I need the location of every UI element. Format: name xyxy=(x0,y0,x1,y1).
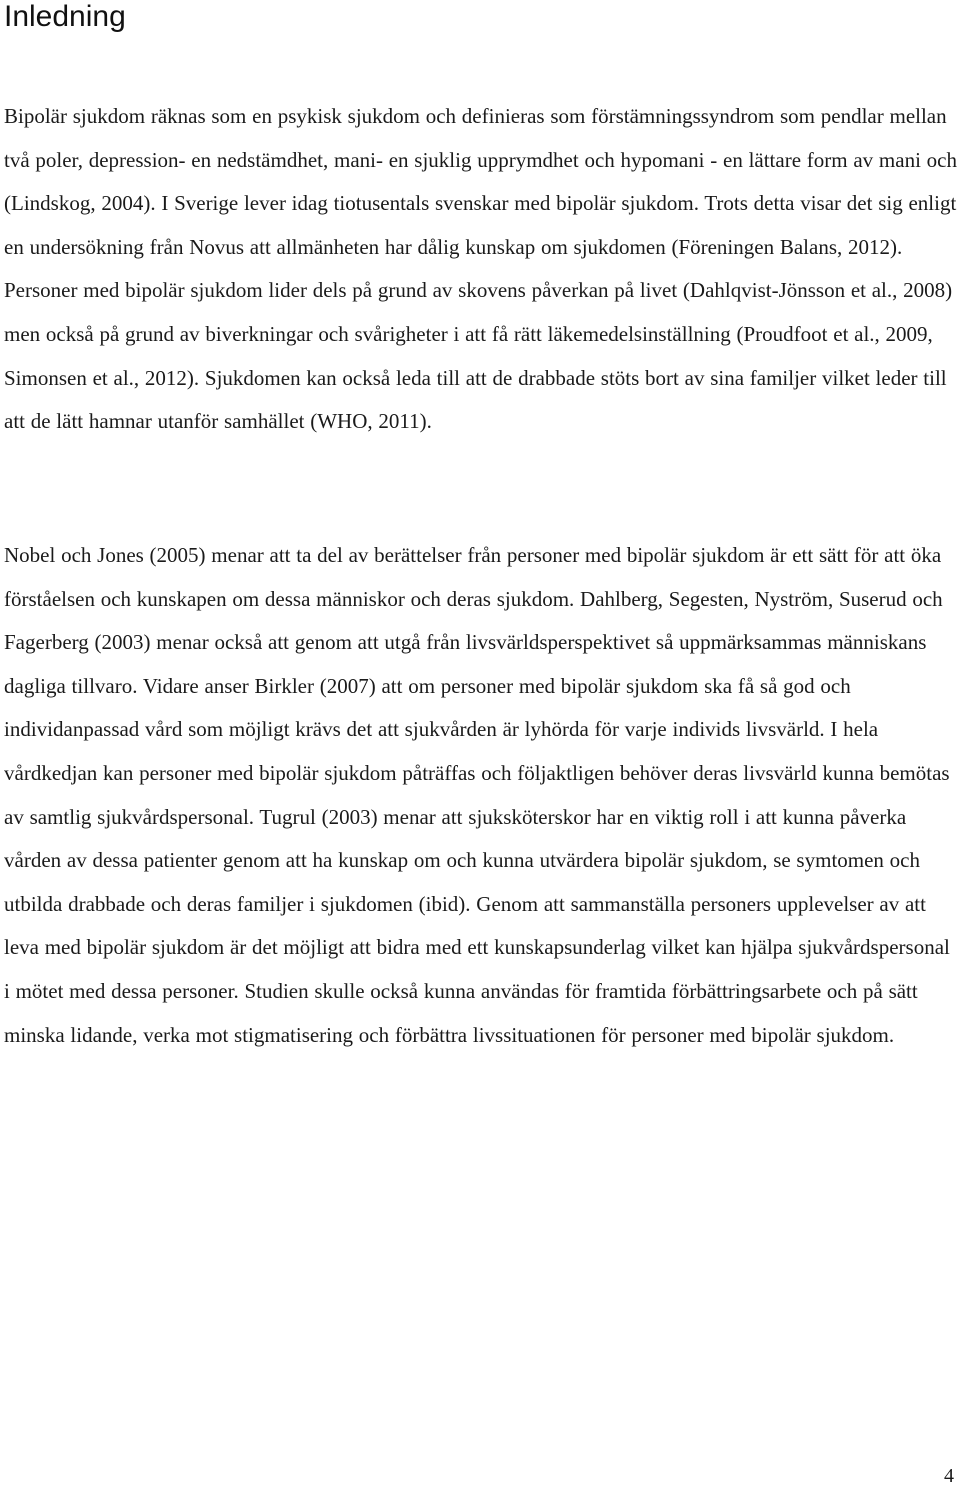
paragraph-intro: Bipolär sjukdom räknas som en psykisk sjukdom och definieras som förstämningssyndrom som pendlar mellan två poler, depression- en nedstämdhet, mani- en sjuklig upprymdhet och hypomani - en lättare form av mani och (Lindskog, 2004). I Sverige lever idag tiotusentals svenskar med bipolär sjukdom. Trots detta visar det sig enligt en undersökning från Novus att allmänheten har dålig kunskap om sjukdomen (Föreningen Balans, 2012). Personer med bipolär sjukdom lider dels på grund av skovens påverkan på livet (Dahlqvist-Jönsson et al., 2008) men också på grund av biverkningar och svårigheter i att få rätt läkemedelsinställning (Proudfoot et al., 2009, Simonsen et al., 2012). Sjukdomen kan också leda till att de drabbade stöts bort av sina familjer vilket leder till att de lätt hamnar utanför samhället (WHO, 2011). xyxy=(4,104,957,434)
paragraph-background: Nobel och Jones (2005) menar att ta del av berättelser från personer med bipolär sjukdom är ett sätt för att öka förståelsen och kunskapen om dessa människor och deras sjukdom. Dahlberg, Segesten, Nyström, Suserud och Fagerberg (2003) menar också att genom att utgå från livsvärldsperspektivet så uppmärksammas människans dagliga tillvaro. Vidare anser Birkler (2007) att om personer med bipolär sjukdom ska få så god och individanpassad vård som möjligt krävs det att sjukvården är lyhörda för varje individs livsvärld. I hela vårdkedjan kan personer med bipolär sjukdom påträffas och följaktligen behöver deras livsvärld kunna bemötas av samtlig sjukvårdspersonal. Tugrul (2003) menar att sjuksköterskor har en viktig roll i att kunna påverka vården av dessa patienter genom att ha kunskap om och kunna utvärdera bipolär sjukdom, se symtomen och utbilda drabbade och deras familjer i sjukdomen (ibid). Genom att sammanställa personers upplevelser av att leva med bipolär sjukdom är det möjligt att bidra med ett kunskapsunderlag vilket kan hjälpa sjukvårdspersonal i mötet med dessa personer. Studien skulle också kunna användas för framtida förbättringsarbete och på sätt minska lidande, verka mot stigmatisering och förbättra livssituationen för personer med bipolär sjukdom. xyxy=(4,543,950,1047)
section-heading: Inledning xyxy=(4,0,126,33)
page-number: 4 xyxy=(944,1465,954,1487)
